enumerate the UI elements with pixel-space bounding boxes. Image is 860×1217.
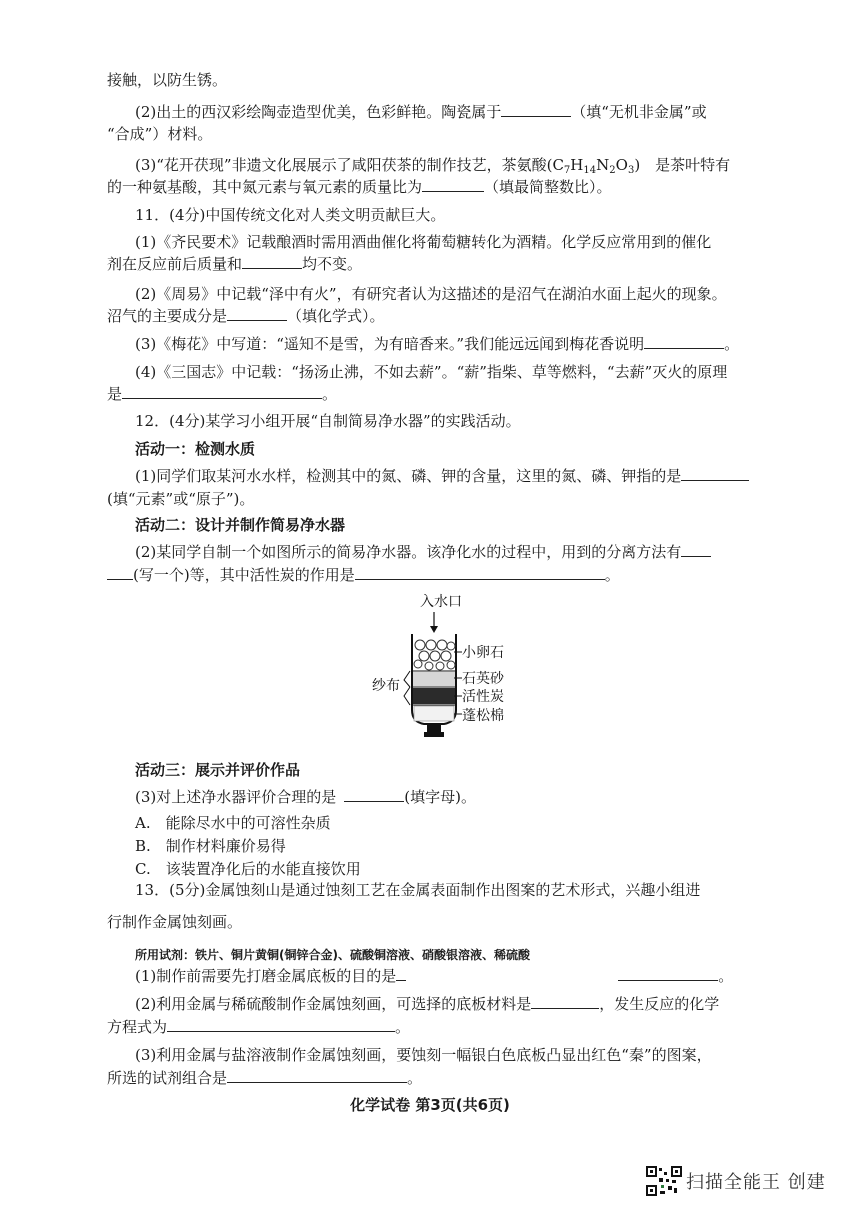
option-a: A. 能除尽水中的可溶性杂质 <box>135 814 331 832</box>
q11-title: 11．(4分)中国传统文化对人类文明贡献巨大。 <box>135 206 446 224</box>
answer-blank[interactable] <box>396 966 406 981</box>
q11-part3: (3)《梅花》中写道：“遥知不是雪，为有暗香来。”我们能远远闻到梅花香说明 。 <box>135 335 740 353</box>
q10-part2: (2)出土的西汉彩绘陶壶造型优美，色彩鲜艳。陶瓷属于 （填“无机非金属”或 <box>135 103 707 121</box>
label-cotton: 蓬松棉 <box>462 708 504 724</box>
pebble-layer <box>414 640 455 670</box>
q12-part3: (3)对上述净水器评价合理的是 (填字母)。 <box>135 788 476 806</box>
answer-blank[interactable] <box>167 1017 395 1032</box>
answer-blank[interactable] <box>681 542 711 557</box>
activity-one-heading: 活动一：检测水质 <box>135 440 256 458</box>
label-activated-carbon: 活性炭 <box>462 689 504 705</box>
q11-part4-cont: 是 。 <box>107 385 338 403</box>
answer-blank[interactable] <box>122 384 322 399</box>
q11-part2: (2)《周易》中记载“泽中有火”，有研究者认为这描述的是沼气在湖泊水面上起火的现象。 <box>135 285 727 303</box>
q10-part2-cont: “合成”）材料。 <box>107 125 213 143</box>
activity-two-heading: 活动二：设计并制作简易净水器 <box>135 516 346 534</box>
qr-code-icon <box>646 1166 682 1196</box>
q12-part1: (1)同学们取某河水水样，检测其中的氮、磷、钾的含量，这里的氮、磷、钾指的是 <box>135 466 749 486</box>
q10-part3: (3)“花开茯现”非遗文化展展示了咸阳茯茶的制作技艺，茶氨酸$(C_7H_{14}N_2O_3)$ 是茶叶特有 <box>135 156 731 176</box>
q12-title: 12．(4分)某学习小组开展“自制简易净水器”的实践活动。 <box>135 412 521 430</box>
option-c: C. 该装置净化后的水能直接饮用 <box>135 860 361 878</box>
q13-part3: (3)利用金属与盐溶液制作金属蚀刻画，要蚀刻一幅银白色底板凸显出红色“秦”的图案， <box>135 1046 712 1064</box>
q13-title: 13．(5分)金属蚀刻山是通过蚀刻工艺在金属表面制作出图案的艺术形式，兴趣小组进 <box>135 881 701 899</box>
answer-blank[interactable] <box>107 565 133 580</box>
q13-title-cont: 行制作金属蚀刻画。 <box>107 913 243 931</box>
q11-part1: (1)《齐民要术》记载酿酒时需用酒曲催化将葡萄糖转化为酒精。化学反应常用到的催化 <box>135 233 712 251</box>
water-purifier-diagram <box>366 592 526 747</box>
q13-part2: (2)利用金属与稀硫酸制作金属蚀刻画，可选择的底板材料是 ，发生反应的化学 <box>135 995 720 1013</box>
q12-part2-cont: (写一个)等，其中活性炭的作用是 。 <box>107 565 620 585</box>
scanner-watermark <box>646 1166 826 1196</box>
q10-part3-cont: 的一种氨基酸，其中氮元素与氧元素的质量比为 （填最简整数比）。 <box>107 178 612 196</box>
answer-blank[interactable] <box>344 787 404 802</box>
activated-carbon-layer <box>413 688 455 704</box>
answer-blank[interactable] <box>355 565 605 580</box>
quartz-sand-layer <box>413 672 455 686</box>
activity-three-heading: 活动三：展示并评价作品 <box>135 761 301 779</box>
q11-part4: (4)《三国志》中记载：“扬汤止沸，不如去薪”。“薪”指柴、草等燃料，“去薪”灭火的原理 <box>135 363 728 381</box>
label-quartz-sand: 石英砂 <box>462 671 504 687</box>
q11-part1-cont: 剂在反应前后质量和 均不变。 <box>107 255 363 273</box>
q10-continued-line: 接触，以防生锈。 <box>107 71 228 89</box>
q11-part2-cont: 沼气的主要成分是 （填化学式）。 <box>107 307 385 325</box>
cotton-layer <box>414 706 454 721</box>
answer-blank[interactable] <box>422 177 484 192</box>
q13-part2-cont: 方程式为 。 <box>107 1018 411 1036</box>
q12-part2: (2)某同学自制一个如图所示的简易净水器。该净化水的过程中，用到的分离方法有 <box>135 542 711 562</box>
q12-part1-cont: (填“元素”或“原子”)。 <box>107 490 255 508</box>
label-gauze: 纱布 <box>372 678 400 694</box>
answer-blank[interactable] <box>501 102 571 117</box>
inlet-arrow-head <box>430 626 438 633</box>
option-b: B. 制作材料廉价易得 <box>135 837 286 855</box>
answer-blank[interactable] <box>644 334 724 349</box>
page-footer: 化学试卷 第3页(共6页) <box>350 1096 510 1114</box>
inlet-label: 入水口 <box>420 594 462 610</box>
q13-part3-cont: 所选的试剂组合是 。 <box>107 1069 423 1087</box>
answer-blank[interactable] <box>618 966 718 981</box>
answer-blank[interactable] <box>531 994 599 1009</box>
answer-blank[interactable] <box>227 306 287 321</box>
answer-blank[interactable] <box>242 254 302 269</box>
watermark-text: 扫描全能王 创建 <box>686 1172 826 1193</box>
answer-blank[interactable] <box>227 1068 407 1083</box>
outlet-cap <box>424 732 444 737</box>
outlet-nozzle <box>427 724 441 732</box>
answer-blank[interactable] <box>681 466 749 481</box>
q13-part1: (1)制作前需要先打磨金属底板的目的是 。 <box>135 967 734 985</box>
reagents-list: 所用试剂：铁片、铜片黄铜(铜锌合金)、硫酸铜溶液、硝酸银溶液、稀硫酸 <box>135 948 530 962</box>
label-pebbles: 小卵石 <box>462 645 504 661</box>
